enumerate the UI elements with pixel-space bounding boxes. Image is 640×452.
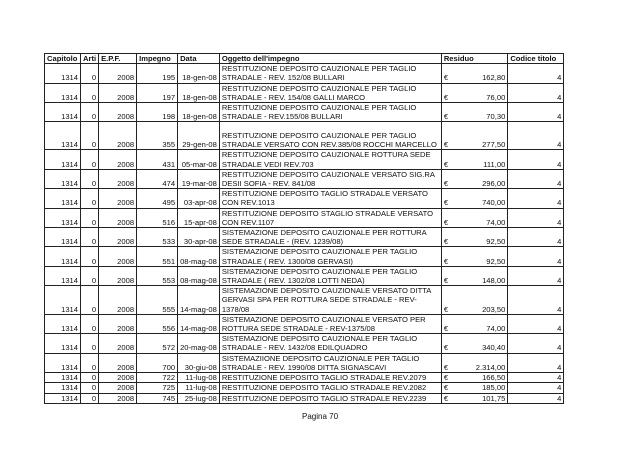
table-row (45, 103, 564, 122)
cell-currency: € (441, 393, 460, 403)
cell-epf: 2008 (99, 314, 137, 333)
cell-data: 05-mar-08 (178, 150, 220, 169)
cell-arti: 0 (81, 373, 99, 383)
cell-codice: 4 (508, 334, 564, 353)
cell-epf: 2008 (99, 228, 137, 247)
cell-capitolo: 1314 (45, 150, 81, 169)
cell-currency: € (441, 286, 460, 315)
cell-impegno: 572 (137, 334, 178, 353)
cell-residuo: 740,00 (460, 189, 508, 208)
table-row (45, 383, 564, 393)
cell-arti: 0 (81, 393, 99, 403)
cell-impegno: 495 (137, 189, 178, 208)
cell-codice: 4 (508, 64, 564, 83)
cell-arti: 0 (81, 314, 99, 333)
cell-codice: 4 (508, 208, 564, 227)
cell-arti: 0 (81, 103, 99, 122)
cell-currency: € (441, 314, 460, 333)
cell-currency: € (441, 208, 460, 227)
header-codice-titolo: Codice titolo (508, 54, 564, 64)
cell-currency: € (441, 189, 460, 208)
cell-epf: 2008 (99, 334, 137, 353)
cell-data: 19-mar-08 (178, 169, 220, 188)
impegni-table (44, 53, 564, 404)
cell-codice: 4 (508, 83, 564, 102)
cell-capitolo: 1314 (45, 83, 81, 102)
cell-epf: 2008 (99, 169, 137, 188)
cell-data: 03-apr-08 (178, 189, 220, 208)
cell-impegno: 474 (137, 169, 178, 188)
cell-codice: 4 (508, 189, 564, 208)
cell-oggetto: RESTITUZIONE DEPOSITO TAGLIO STRADALE REV.2079 (219, 373, 441, 383)
cell-epf: 2008 (99, 150, 137, 169)
cell-capitolo: 1314 (45, 169, 81, 188)
cell-codice: 4 (508, 150, 564, 169)
cell-capitolo: 1314 (45, 247, 81, 266)
cell-residuo: 101,75 (460, 393, 508, 403)
cell-currency: € (441, 64, 460, 83)
cell-epf: 2008 (99, 189, 137, 208)
cell-codice: 4 (508, 393, 564, 403)
cell-codice: 4 (508, 103, 564, 122)
table-row (45, 266, 564, 285)
cell-capitolo: 1314 (45, 208, 81, 227)
cell-capitolo: 1314 (45, 393, 81, 403)
cell-arti: 0 (81, 169, 99, 188)
cell-currency: € (441, 228, 460, 247)
cell-oggetto: RESTITUZIONE DEPOSITO STAGLIO STRADALE VERSATO CON REV.1107 (219, 208, 441, 227)
cell-capitolo: 1314 (45, 103, 81, 122)
cell-residuo: 92,50 (460, 247, 508, 266)
cell-currency: € (441, 383, 460, 393)
table-row (45, 228, 564, 247)
cell-arti: 0 (81, 122, 99, 150)
cell-capitolo: 1314 (45, 373, 81, 383)
table-row (45, 83, 564, 102)
cell-impegno: 198 (137, 103, 178, 122)
cell-residuo: 74,00 (460, 208, 508, 227)
cell-residuo: 340,40 (460, 334, 508, 353)
cell-data: 30-giu-08 (178, 353, 220, 372)
cell-oggetto: RESTITUZIONE DEPOSITO CAUZIONALE PER TAGLIO STRADALE - REV. 154/08 GALLI MARCO (219, 83, 441, 102)
cell-impegno: 355 (137, 122, 178, 150)
cell-currency: € (441, 247, 460, 266)
cell-impegno: 556 (137, 314, 178, 333)
cell-epf: 2008 (99, 83, 137, 102)
table-row (45, 122, 564, 150)
cell-residuo: 2.314,00 (460, 353, 508, 372)
cell-arti: 0 (81, 228, 99, 247)
cell-residuo: 162,80 (460, 64, 508, 83)
table-header-row (45, 54, 564, 64)
header-epf: E.P.F. (99, 54, 137, 64)
cell-epf: 2008 (99, 393, 137, 403)
cell-residuo: 148,00 (460, 266, 508, 285)
cell-currency: € (441, 266, 460, 285)
cell-codice: 4 (508, 122, 564, 150)
cell-arti: 0 (81, 266, 99, 285)
cell-arti: 0 (81, 334, 99, 353)
cell-data: 08-mag-08 (178, 266, 220, 285)
page-number: Pagina 70 (301, 412, 339, 421)
table-row (45, 208, 564, 227)
cell-capitolo: 1314 (45, 122, 81, 150)
cell-arti: 0 (81, 353, 99, 372)
cell-data: 29-gen-08 (178, 122, 220, 150)
cell-impegno: 700 (137, 353, 178, 372)
cell-arti: 0 (81, 64, 99, 83)
cell-capitolo: 1314 (45, 353, 81, 372)
cell-codice: 4 (508, 286, 564, 315)
cell-data: 11-lug-08 (178, 373, 220, 383)
cell-epf: 2008 (99, 122, 137, 150)
cell-oggetto: RESTITUZIONE DEPOSITO TAGLIO STRADALE VERSATO CON REV.1013 (219, 189, 441, 208)
cell-residuo: 166,50 (460, 373, 508, 383)
cell-impegno: 197 (137, 83, 178, 102)
table-row (45, 247, 564, 266)
cell-oggetto: RESTITUZIONE DEPOSITO CAUZIONALE PER TAGLIO STRADALE - REV.155/08 BULLARI (219, 103, 441, 122)
cell-codice: 4 (508, 169, 564, 188)
cell-residuo: 296,00 (460, 169, 508, 188)
cell-epf: 2008 (99, 247, 137, 266)
header-data: Data (178, 54, 220, 64)
table-row (45, 169, 564, 188)
cell-oggetto: RESTITUZIONE DEPOSITO CAUZIONALE ROTTURA SEDE STRADALE VEDI REV.703 (219, 150, 441, 169)
cell-capitolo: 1314 (45, 64, 81, 83)
cell-capitolo: 1314 (45, 314, 81, 333)
table-row (45, 353, 564, 372)
cell-impegno: 551 (137, 247, 178, 266)
cell-data: 18-gen-08 (178, 83, 220, 102)
cell-oggetto: RESTITUZIONE DEPOSITO CAUZIONALE VERSATO SIG.RA DESII SOFIA - REV. 841/08 (219, 169, 441, 188)
header-impegno: Impegno (137, 54, 178, 64)
cell-currency: € (441, 103, 460, 122)
cell-data: 20-mag-08 (178, 334, 220, 353)
cell-epf: 2008 (99, 103, 137, 122)
cell-impegno: 555 (137, 286, 178, 315)
header-arti: Arti (81, 54, 99, 64)
cell-impegno: 553 (137, 266, 178, 285)
cell-oggetto: RESTITUZIONE DEPOSITO TAGLIO STRADALE REV.2082 (219, 383, 441, 393)
cell-capitolo: 1314 (45, 383, 81, 393)
cell-epf: 2008 (99, 266, 137, 285)
cell-codice: 4 (508, 373, 564, 383)
cell-arti: 0 (81, 286, 99, 315)
cell-data: 15-apr-08 (178, 208, 220, 227)
cell-currency: € (441, 150, 460, 169)
cell-capitolo: 1314 (45, 189, 81, 208)
cell-residuo: 203,50 (460, 286, 508, 315)
cell-oggetto: SISTEMAZIONE DEPOSITO CAUZIONALE VERSATO PER ROTTURA SEDE STRADALE - REV-1375/08 (219, 314, 441, 333)
cell-data: 14-mag-08 (178, 314, 220, 333)
table-row (45, 393, 564, 403)
cell-currency: € (441, 169, 460, 188)
cell-data: 18-gen-08 (178, 64, 220, 83)
table-row (45, 373, 564, 383)
cell-capitolo: 1314 (45, 266, 81, 285)
cell-arti: 0 (81, 383, 99, 393)
cell-impegno: 195 (137, 64, 178, 83)
cell-epf: 2008 (99, 286, 137, 315)
table-row (45, 334, 564, 353)
cell-data: 18-gen-08 (178, 103, 220, 122)
header-oggetto: Oggetto dell'impegno (219, 54, 441, 64)
cell-impegno: 722 (137, 373, 178, 383)
cell-arti: 0 (81, 208, 99, 227)
cell-impegno: 745 (137, 393, 178, 403)
cell-epf: 2008 (99, 64, 137, 83)
cell-codice: 4 (508, 228, 564, 247)
cell-oggetto: RESTITUZIONE DEPOSITO CAUZIONALE PER TAGLIO STRADALE VERSATO CON REV.385/08 ROCCHI MARCELLO (219, 122, 441, 150)
cell-arti: 0 (81, 189, 99, 208)
cell-impegno: 725 (137, 383, 178, 393)
header-capitolo: Capitolo (45, 54, 81, 64)
table-row (45, 64, 564, 83)
cell-oggetto: SISTEMAZIIONE DEPOSITO CAUZIONALE PER TAGLIO STRADALE - REV. 1990/08 DITTA SIGNASCAVI (219, 353, 441, 372)
table-row (45, 150, 564, 169)
cell-epf: 2008 (99, 373, 137, 383)
cell-codice: 4 (508, 353, 564, 372)
cell-oggetto: SISTEMAZIONE DEPOSITO CAUZIONALE PER ROTTURA SEDE STRADALE - (REV. 1239/08) (219, 228, 441, 247)
cell-arti: 0 (81, 150, 99, 169)
cell-residuo: 70,30 (460, 103, 508, 122)
cell-codice: 4 (508, 247, 564, 266)
cell-oggetto: SISTEMAZIONE DEPOSITO CAUZIONALE VERSATO DITTA GERVASI SPA PER ROTTURA SEDE STRADALE - REV-1378/08 (219, 286, 441, 315)
cell-data: 14-mag-08 (178, 286, 220, 315)
cell-data: 11-lug-08 (178, 383, 220, 393)
table-row (45, 314, 564, 333)
cell-residuo: 92,50 (460, 228, 508, 247)
cell-residuo: 74,00 (460, 314, 508, 333)
cell-currency: € (441, 334, 460, 353)
cell-currency: € (441, 353, 460, 372)
cell-data: 25-lug-08 (178, 393, 220, 403)
cell-capitolo: 1314 (45, 286, 81, 315)
table-row (45, 286, 564, 315)
table-row (45, 189, 564, 208)
cell-impegno: 431 (137, 150, 178, 169)
cell-impegno: 533 (137, 228, 178, 247)
cell-currency: € (441, 373, 460, 383)
cell-data: 30-apr-08 (178, 228, 220, 247)
cell-codice: 4 (508, 383, 564, 393)
cell-oggetto: SISTEMAZIONE DEPOSITO CAUZIONALE PER TAGLIO STRADALE ( REV. 1302/08 LOTTI NEDA) (219, 266, 441, 285)
cell-oggetto: SISTEMAZIONE DEPOSITO CAUZIONALE PER TAGLIO STRADALE ( REV. 1300/08 GERVASI) (219, 247, 441, 266)
cell-epf: 2008 (99, 383, 137, 393)
cell-currency: € (441, 122, 460, 150)
cell-capitolo: 1314 (45, 228, 81, 247)
cell-residuo: 185,00 (460, 383, 508, 393)
cell-oggetto: SISTEMAZIONE DEPOSITO CAUZIONALE PER TAGLIO STRADALE - REV. 1432/08 EDILQUADRO (219, 334, 441, 353)
cell-arti: 0 (81, 247, 99, 266)
cell-currency: € (441, 83, 460, 102)
cell-oggetto: RESTITUZIONE DEPOSITO CAUZIONALE PER TAGLIO STRADALE - REV. 152/08 BULLARI (219, 64, 441, 83)
cell-epf: 2008 (99, 208, 137, 227)
cell-codice: 4 (508, 314, 564, 333)
header-residuo: Residuo (441, 54, 508, 64)
cell-data: 08-mag-08 (178, 247, 220, 266)
cell-residuo: 111,00 (460, 150, 508, 169)
cell-residuo: 277,50 (460, 122, 508, 150)
cell-impegno: 516 (137, 208, 178, 227)
cell-capitolo: 1314 (45, 334, 81, 353)
cell-codice: 4 (508, 266, 564, 285)
cell-arti: 0 (81, 83, 99, 102)
cell-oggetto: RESTITUZIONE DEPOSITO TAGLIO STRADALE REV.2239 (219, 393, 441, 403)
cell-epf: 2008 (99, 353, 137, 372)
cell-residuo: 76,00 (460, 83, 508, 102)
